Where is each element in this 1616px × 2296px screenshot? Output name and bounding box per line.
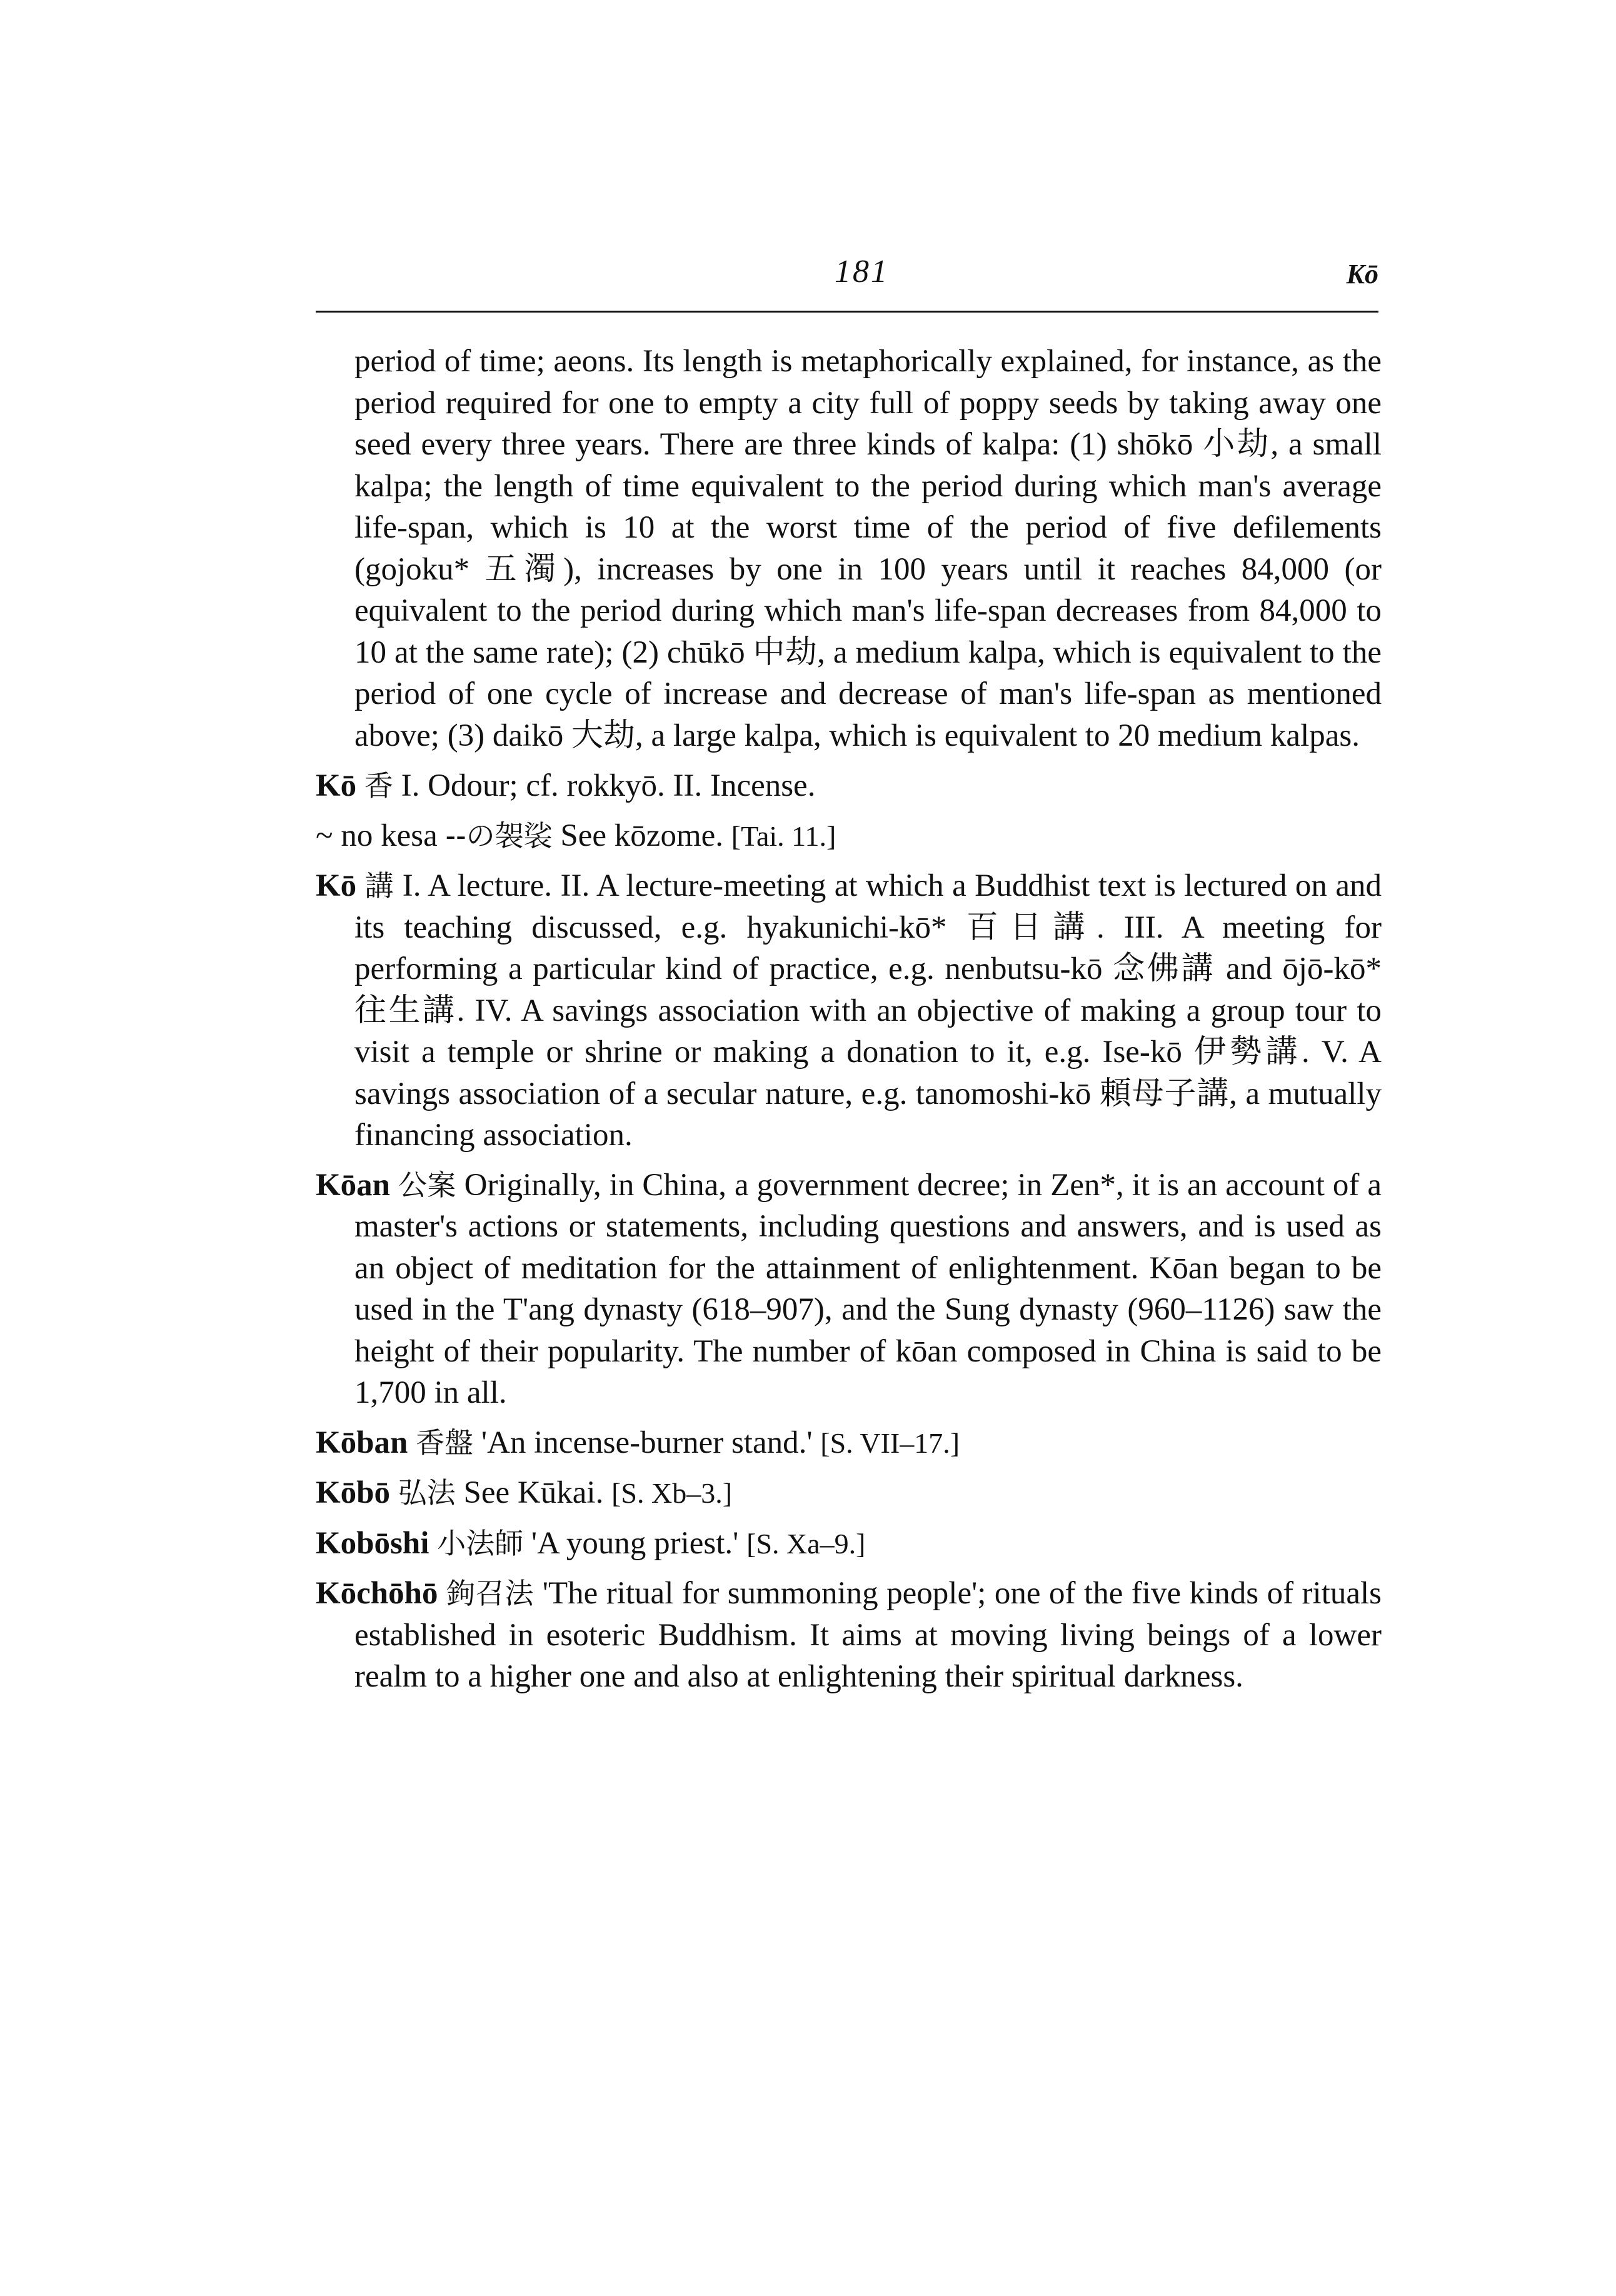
entry-reference: [Tai. 11.] — [731, 820, 836, 852]
entry-headword: Kōan — [316, 1167, 391, 1203]
continued-entry-text: period of time; aeons. Its length is metaphorically explained, for instance, as the period required for one to empty a city full of poppy seeds by taking away one seed every three years. There are three kinds of kalpa: (1) shōkō 小劫, a small kalpa; the length of time equivalent to the period during which man's average life-span, which is 10 at the worst time of the period of five defilements (gojoku* 五濁), increases by one in 100 years until it reaches 84,000 (or equivalent to the period during which man's life-span decreases from 84,000 to 10 at the same rate); (2) chūkō 中劫, a medium kalpa, which is equivalent to the period of one cycle of increase and decrease of man's life-span as mentioned above; (3) daikō 大劫, a large kalpa, which is equivalent to 20 medium kalpas. — [354, 344, 1382, 753]
entry-headword: ~ no kesa — [316, 818, 438, 853]
entry-headword: Kō — [316, 868, 357, 903]
entry-kanji: 弘法 — [398, 1476, 456, 1510]
entry-kochoho — [316, 1573, 1382, 1698]
page-header — [316, 253, 1378, 313]
entry-definition: I. Odour; cf. rokkyō. II. Incense. — [401, 768, 816, 803]
entry-kobo — [316, 1472, 1382, 1515]
entry-no-kesa — [316, 815, 1382, 858]
entry-headword: Kōbō — [316, 1475, 391, 1510]
entry-kanji: 講 — [364, 869, 394, 903]
entry-kanji: 小法師 — [437, 1526, 524, 1560]
entry-definition: See kōzome. — [560, 818, 723, 853]
entry-kanji: 鉤召法 — [446, 1577, 534, 1610]
entry-ko-incense — [316, 765, 1382, 807]
dictionary-page-body — [316, 341, 1382, 1706]
entry-kanji: --の袈裟 — [445, 818, 553, 853]
header-rule — [316, 311, 1378, 313]
entry-definition: Originally, in China, a government decree; in Zen*, it is an account of a master's actions or statements, including questions and answers, and is used as an object of meditation for the attainment of enlightenment. Kōan began to be used in the T'ang dynasty (618–907), and the Sung dynasty (960–1126) saw the height of their popularity. The number of kōan composed in China is said to be 1,700 in all. — [354, 1167, 1382, 1410]
entry-kanji: 香 — [364, 769, 393, 803]
running-head: Kō — [1346, 259, 1378, 289]
entry-definition: 'A young priest.' — [531, 1525, 739, 1561]
entry-headword: Kobōshi — [316, 1525, 429, 1561]
entry-koboshi — [316, 1523, 1382, 1565]
entry-definition: 'The ritual for summoning people'; one of the five kinds of rituals established in esoteric Buddhism. It aims at moving living beings of a lower realm to a higher one and also at enlightening their spiritual darkness. — [354, 1576, 1382, 1694]
entry-reference: [S. Xb–3.] — [611, 1477, 733, 1509]
entry-definition: 'An incense-burner stand.' — [481, 1425, 813, 1460]
entry-headword: Kōban — [316, 1425, 408, 1460]
entry-kanji: 香盤 — [416, 1425, 474, 1460]
entry-headword: Kōchōhō — [316, 1576, 438, 1611]
entry-definition: I. A lecture. II. A lecture-meeting at which a Buddhist text is lectured on and its teaching discussed, e.g. hyakunichi-kō* 百日講. III. A meeting for performing a particular kind of practice, e.g. nenbutsu-kō 念佛講 and ōjō-kō* 往生講. IV. A savings association with an objective of making a group tour to visit a temple or shrine or making a donation to it, e.g. Ise-kō 伊勢講. V. A savings association of a secular nature, e.g. tanomoshi-kō 頼母子講, a mutually financing association. — [354, 868, 1382, 1153]
entry-reference: [S. VII–17.] — [820, 1426, 960, 1459]
entry-reference: [S. Xa–9.] — [746, 1527, 866, 1560]
entry-kanji: 公案 — [398, 1168, 456, 1202]
entry-headword: Kō — [316, 768, 357, 803]
entry-koan — [316, 1165, 1382, 1414]
page-number: 181 — [835, 254, 889, 289]
entry-definition: See Kūkai. — [463, 1475, 604, 1510]
entry-koban — [316, 1422, 1382, 1465]
entry-ko-lecture — [316, 865, 1382, 1156]
